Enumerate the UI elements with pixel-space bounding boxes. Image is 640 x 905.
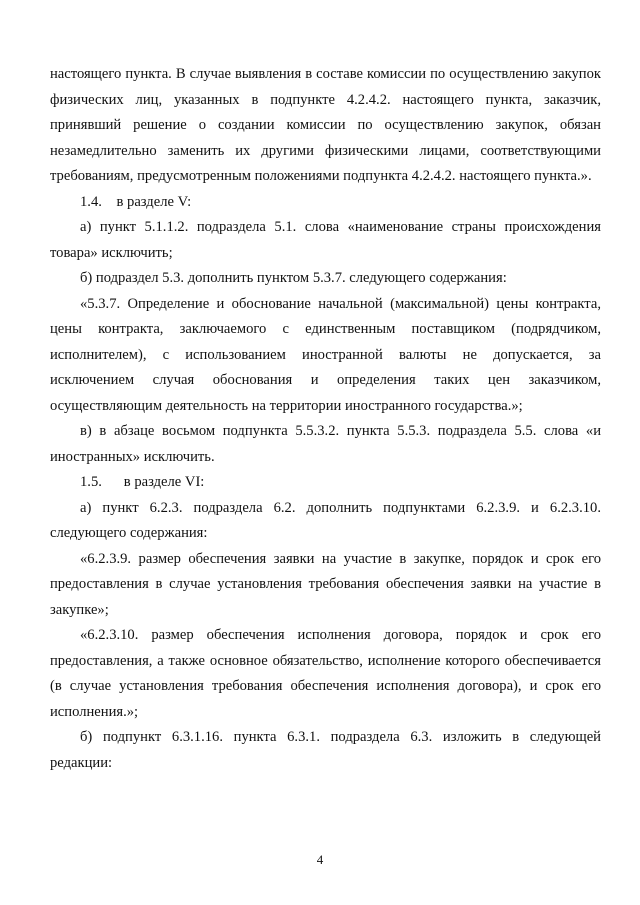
- paragraph-commission-continuation: настоящего пункта. В случае выявления в составе комиссии по осуществлению закупок физических лиц, указанных в подпункте 4.2.4.2. настоящего пункта, заказчик, принявший решение о создании комиссии по осуществлению закупок, обязан незамедлительно заменить их другими физическими лицами, соответствующими требованиям, предусмотренным положениями подпункта 4.2.4.2. настоящего пункта.».: [50, 66, 601, 184]
- paragraph-5-5-3-2: в) в абзаце восьмом подпункта 5.5.3.2. пункта 5.5.3. подраздела 5.5. слова «и иностранных» исключить.: [50, 423, 601, 465]
- paragraph-6-2-3-addition: а) пункт 6.2.3. подраздела 6.2. дополнить подпунктами 6.2.3.9. и 6.2.3.10. следующего содержания:: [50, 499, 601, 541]
- page-number: 4: [316, 852, 324, 867]
- paragraph-1-4-heading: 1.4. в разделе V:: [80, 193, 192, 210]
- paragraph-6-2-3-10-quote: «6.2.3.10. размер обеспечения исполнения договора, порядок и срок его предоставления, а также основное обязательство, исполнение которого обеспечивается (в случае установления требования обеспечения исполнения договора), и срок его исполнения.»;: [50, 627, 601, 720]
- paragraph-5-3-addition: б) подраздел 5.3. дополнить пунктом 5.3.7. следующего содержания:: [80, 270, 507, 286]
- paragraph-6-3-1-16: б) подпункт 6.3.1.16. пункта 6.3.1. подраздела 6.3. изложить в следующей редакции:: [50, 729, 601, 771]
- paragraph-6-2-3-9-quote: «6.2.3.9. размер обеспечения заявки на участие в закупке, порядок и срок его предоставления в случае установления требования обеспечения заявки на участие в закупке»;: [50, 550, 601, 618]
- document-body: [50, 62, 601, 776]
- paragraph-5-3-7-quote: «5.3.7. Определение и обоснование начальной (максимальной) цены контракта, цены контракта, заключаемого с единственным поставщиком (подрядчиком, исполнителем), с использованием иностранной валюты не допускается, за исключением случая обоснования и определения таких цен заказчиком, осуществляющим деятельность на территории иностранного государства.»;: [50, 295, 601, 414]
- paragraph-5-1-1-2: а) пункт 5.1.1.2. подраздела 5.1. слова «наименование страны происхождения товара» исключить;: [50, 219, 601, 261]
- paragraph-1-5-heading: 1.5. в разделе VI:: [80, 474, 205, 490]
